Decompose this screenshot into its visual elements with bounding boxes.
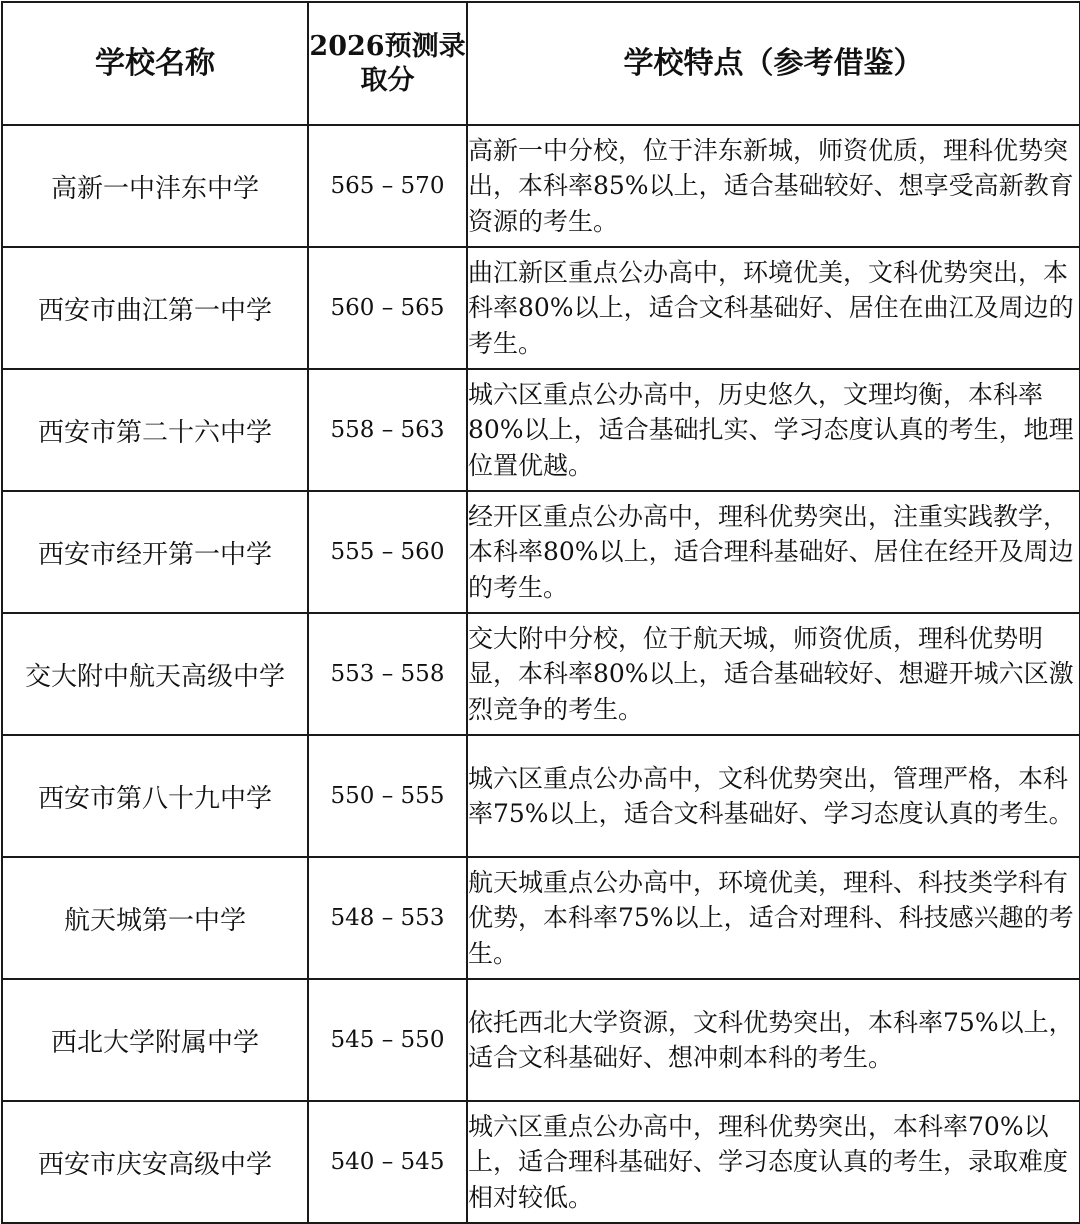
school-features-cell: 交大附中分校，位于航天城，师资优质，理科优势明显，本科率80%以上，适合基础较好、想避开城六区激烈竞争的考生。: [467, 613, 1080, 735]
school-name-cell: 西安市经开第一中学: [2, 491, 308, 613]
score-range-cell: 558 – 563: [308, 369, 467, 491]
school-name-cell: 西安市第八十九中学: [2, 735, 308, 857]
table-row: [2, 369, 1080, 491]
school-name-cell: 西安市曲江第一中学: [2, 247, 308, 369]
score-range-cell: 545 – 550: [308, 979, 467, 1101]
table-header-row: [2, 2, 1080, 125]
school-features-cell: 城六区重点公办高中，文科优势突出，管理严格，本科率75%以上，适合文科基础好、学习态度认真的考生。: [467, 735, 1080, 857]
table-row: [2, 979, 1080, 1101]
score-range-cell: 540 – 545: [308, 1101, 467, 1223]
school-name-cell: 航天城第一中学: [2, 857, 308, 979]
header-predicted-score: 2026预测录取分: [308, 2, 467, 125]
table-row: [2, 491, 1080, 613]
score-range-cell: 550 – 555: [308, 735, 467, 857]
table-row: [2, 1101, 1080, 1223]
school-admission-table: [1, 1, 1080, 1224]
school-name-cell: 西安市庆安高级中学: [2, 1101, 308, 1223]
school-features-cell: 依托西北大学资源，文科优势突出，本科率75%以上，适合文科基础好、想冲刺本科的考生。: [467, 979, 1080, 1101]
table-row: [2, 613, 1080, 735]
score-range-cell: 560 – 565: [308, 247, 467, 369]
school-name-cell: 交大附中航天高级中学: [2, 613, 308, 735]
header-school-features: 学校特点（参考借鉴）: [467, 2, 1080, 125]
score-range-cell: 555 – 560: [308, 491, 467, 613]
table-row: [2, 125, 1080, 247]
school-features-cell: 曲江新区重点公办高中，环境优美，文科优势突出，本科率80%以上，适合文科基础好、居住在曲江及周边的考生。: [467, 247, 1080, 369]
school-name-cell: 高新一中沣东中学: [2, 125, 308, 247]
school-features-cell: 航天城重点公办高中，环境优美，理科、科技类学科有优势，本科率75%以上，适合对理科、科技感兴趣的考生。: [467, 857, 1080, 979]
table-row: [2, 735, 1080, 857]
school-features-cell: 城六区重点公办高中，历史悠久，文理均衡，本科率80%以上，适合基础扎实、学习态度认真的考生，地理位置优越。: [467, 369, 1080, 491]
score-range-cell: 548 – 553: [308, 857, 467, 979]
school-features-cell: 城六区重点公办高中，理科优势突出，本科率70%以上，适合理科基础好、学习态度认真的考生，录取难度相对较低。: [467, 1101, 1080, 1223]
table-row: [2, 247, 1080, 369]
school-features-cell: 经开区重点公办高中，理科优势突出，注重实践教学，本科率80%以上，适合理科基础好、居住在经开及周边的考生。: [467, 491, 1080, 613]
school-name-cell: 西安市第二十六中学: [2, 369, 308, 491]
score-range-cell: 565 – 570: [308, 125, 467, 247]
school-features-cell: 高新一中分校，位于沣东新城，师资优质，理科优势突出，本科率85%以上，适合基础较好、想享受高新教育资源的考生。: [467, 125, 1080, 247]
header-school-name: 学校名称: [2, 2, 308, 125]
school-name-cell: 西北大学附属中学: [2, 979, 308, 1101]
table-row: [2, 857, 1080, 979]
score-range-cell: 553 – 558: [308, 613, 467, 735]
